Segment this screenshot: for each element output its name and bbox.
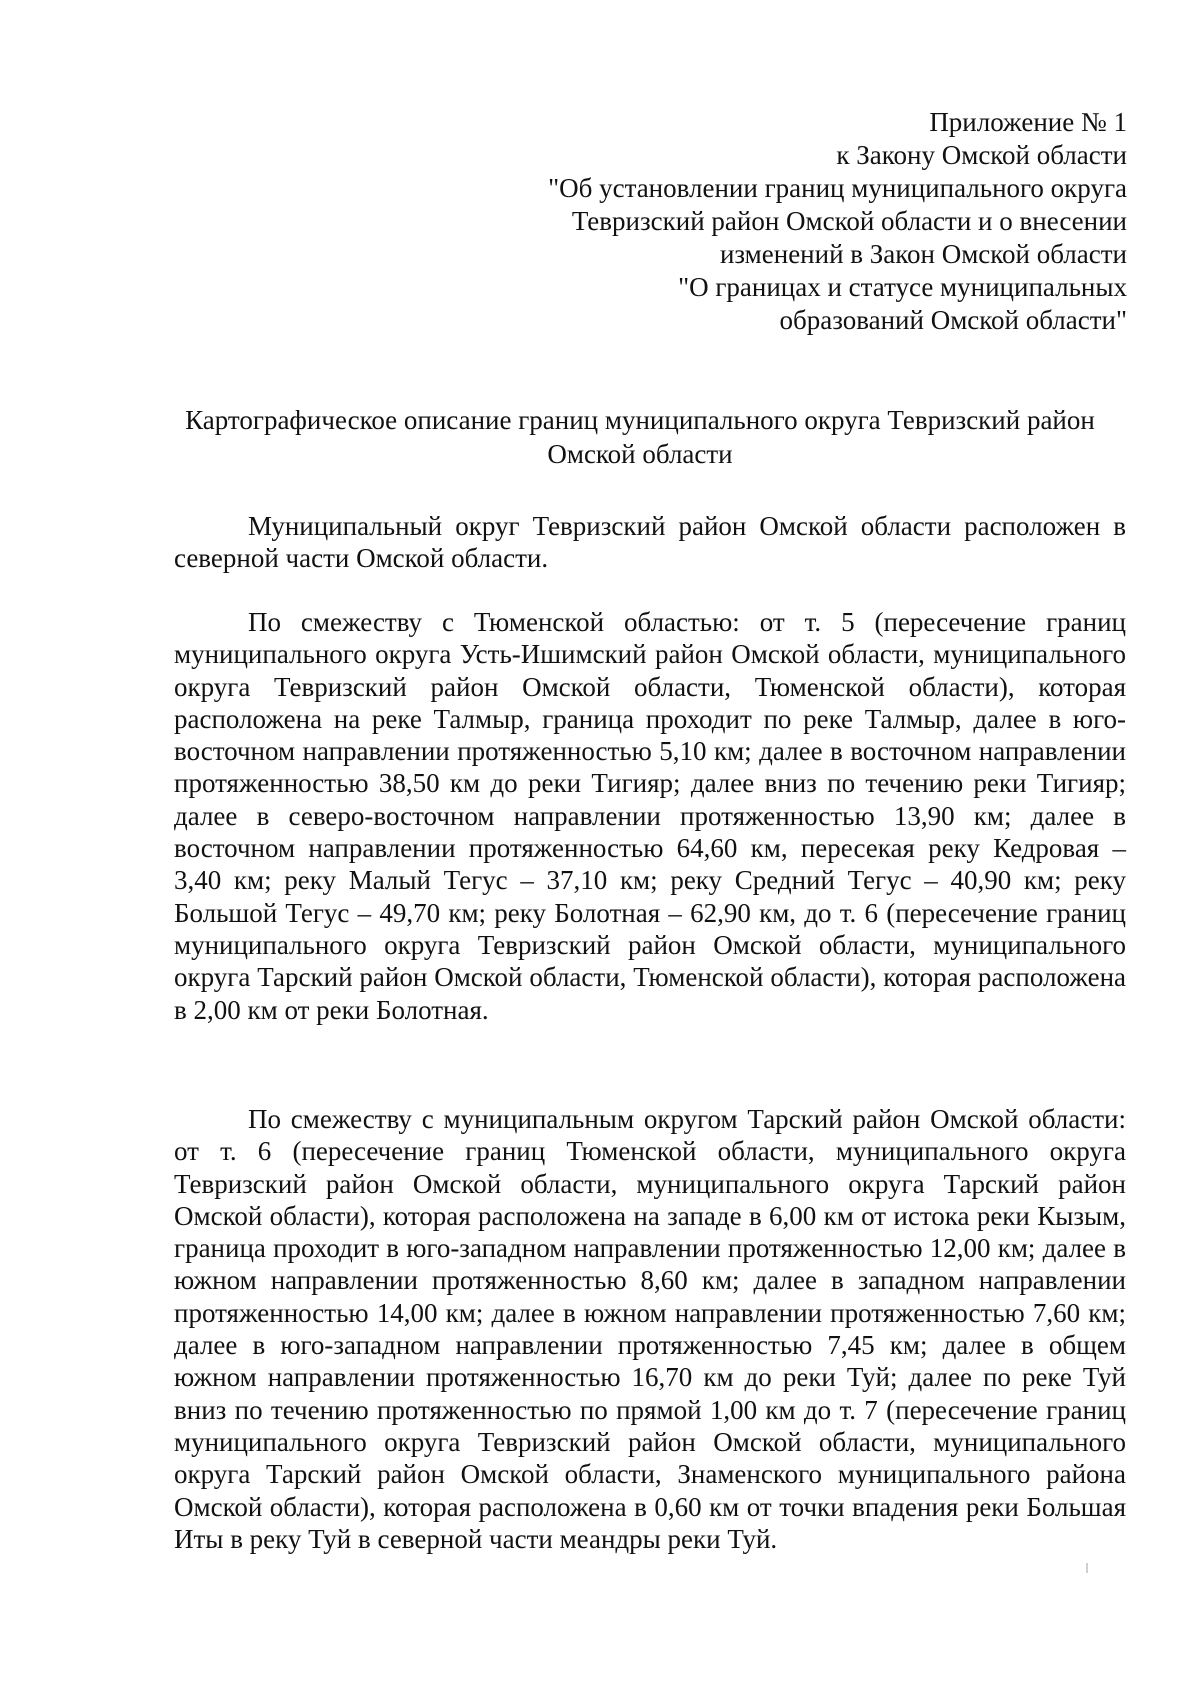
paragraph-tyumen-border: По смежеству с Тюменской областью: от т. 5 (пересечение границ муниципального округа Усть-Ишимский район Омской области, муниципального округа Тевризский район Омской области, Тюменской области), которая расположена на реке Талмыр, граница проходит по реке Талмыр, далее в юго-восточном направлении протяженностью 5,10 км; далее в восточном направлении протяженностью 38,50 км до реки Тигияр; далее вниз по течению реки Тигияр; далее в северо-восточном направлении протяженностью 13,90 км; далее в восточном направлении протяженностью 64,60 км, пересекая реку Кедровая – 3,40 км; реку Малый Тегус – 37,10 км; реку Средний Тегус – 40,90 км; реку Большой Тегус – 49,70 км; реку Болотная – 62,90 км, до т. 6 (пересечение границ муниципального округа Тевризский район Омской области, муниципального округа Тарский район Омской области, Тюменской области), которая расположена в 2,00 км от реки Болотная. bbox=[174, 607, 1126, 1025]
appendix-line: "Об установлении границ муниципального округа bbox=[548, 173, 1127, 203]
appendix-line: Приложение № 1 bbox=[929, 107, 1127, 137]
scan-artifact bbox=[1086, 1563, 1088, 1573]
appendix-line: образований Омской области" bbox=[779, 305, 1127, 335]
appendix-line: изменений в Закон Омской области bbox=[719, 239, 1127, 269]
appendix-line: "О границах и статусе муниципальных bbox=[678, 272, 1127, 302]
appendix-line: к Закону Омской области bbox=[836, 140, 1127, 170]
title-line-1: Картографическое описание границ муниципального округа Тевризский район bbox=[185, 405, 1095, 435]
appendix-header bbox=[487, 106, 1127, 337]
appendix-line: Тевризский район Омской области и о внесении bbox=[571, 206, 1127, 236]
paragraph-location: Муниципальный округ Тевризский район Омской области расположен в северной части Омской области. bbox=[174, 511, 1126, 574]
title-line-2: Омской области bbox=[547, 439, 733, 469]
document-title bbox=[160, 403, 1120, 471]
paragraph-tara-border: По смежеству с муниципальным округом Тарский район Омской области: от т. 6 (пересечение границ Тюменской области, муниципального округа Тевризский район Омской области, муниципального округа Тарский район Омской области), которая расположена на западе в 6,00 км от истока реки Кызым, граница проходит в юго-западном направлении протяженностью 12,00 км; далее в южном направлении протяженностью 8,60 км; далее в западном направлении протяженностью 14,00 км; далее в южном направлении протяженностью 7,60 км; далее в юго-западном направлении протяженностью 7,45 км; далее в общем южном направлении протяженностью 16,70 км до реки Туй; далее по реке Туй вниз по течению протяженностью по прямой 1,00 км до т. 7 (пересечение границ муниципального округа Тевризский район Омской области, муниципального округа Тарский район Омской области, Знаменского муниципального района Омской области), которая расположена в 0,60 км от точки впадения реки Большая Иты в реку Туй в северной части меандры реки Туй. bbox=[174, 1104, 1126, 1554]
